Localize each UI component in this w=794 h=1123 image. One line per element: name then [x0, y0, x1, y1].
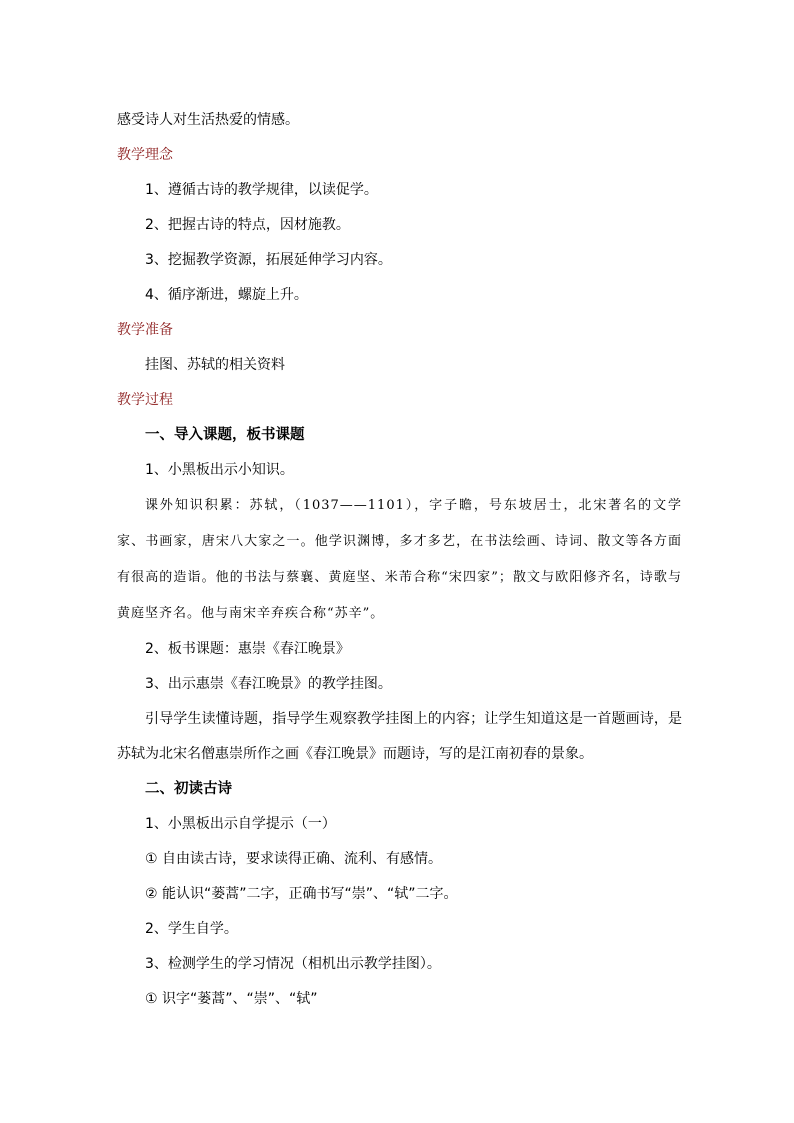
step-2-item-2: 2、学生自学。: [145, 921, 238, 937]
section-heading-teaching-process: 教学过程: [117, 392, 173, 408]
philosophy-item-4: 4、循序渐进，螺旋上升。: [145, 287, 308, 303]
section-heading-teaching-preparation: 教学准备: [117, 322, 173, 338]
philosophy-item-3: 3、挖掘教学资源，拓展延伸学习内容。: [145, 252, 392, 268]
section-heading-teaching-philosophy: 教学理念: [117, 147, 173, 163]
philosophy-item-1: 1、遵循古诗的教学规律，以读促学。: [145, 182, 378, 198]
step-heading-2: 二、初读古诗: [145, 781, 232, 797]
document-page: [117, 103, 682, 1017]
step-2-subitem-1: ① 自由读古诗，要求读得正确、流利、有感情。: [145, 851, 442, 867]
step-2-item-1: 1、小黑板出示自学提示（一）: [145, 816, 336, 832]
step-2-subitem-3: ① 识字“蒌蒿”、“崇”、“轼”: [145, 991, 318, 1007]
guidance-paragraph: 引导学生读懂诗题，指导学生观察教学挂图上的内容；让学生知道这是一首题画诗，是苏轼为北宋名僧惠崇所作之画《春江晚景》而题诗，写的是江南初春的景象。: [117, 711, 682, 762]
philosophy-item-2: 2、把握古诗的特点，因材施教。: [145, 217, 350, 233]
preparation-text: 挂图、苏轼的相关资料: [145, 357, 285, 373]
step-1-item-1: 1、小黑板出示小知识。: [145, 462, 294, 478]
step-1-item-3: 3、出示惠崇《春江晚景》的教学挂图。: [145, 676, 392, 692]
step-1-item-2: 2、板书课题：惠崇《春江晚景》: [145, 641, 350, 657]
intro-line: 感受诗人对生活热爱的情感。: [117, 112, 299, 128]
step-2-subitem-2: ② 能认识“蒌蒿”二字，正确书写“崇”、“轼”二字。: [145, 886, 458, 902]
knowledge-paragraph: 课外知识积累：苏轼，（1037——1101），字子瞻，号东坡居士，北宋著名的文学家、书画家，唐宋八大家之一。他学识渊博，多才多艺，在书法绘画、诗词、散文等各方面有很高的造诣。他的书法与蔡襄、黄庭坚、米芾合称“宋四家”；散文与欧阳修齐名，诗歌与黄庭坚齐名。他与南宋辛弃疾合称“苏辛”。: [117, 498, 682, 621]
step-heading-1: 一、导入课题，板书课题: [145, 427, 305, 443]
step-2-item-3: 3、检测学生的学习情况（相机出示教学挂图）。: [145, 956, 441, 972]
